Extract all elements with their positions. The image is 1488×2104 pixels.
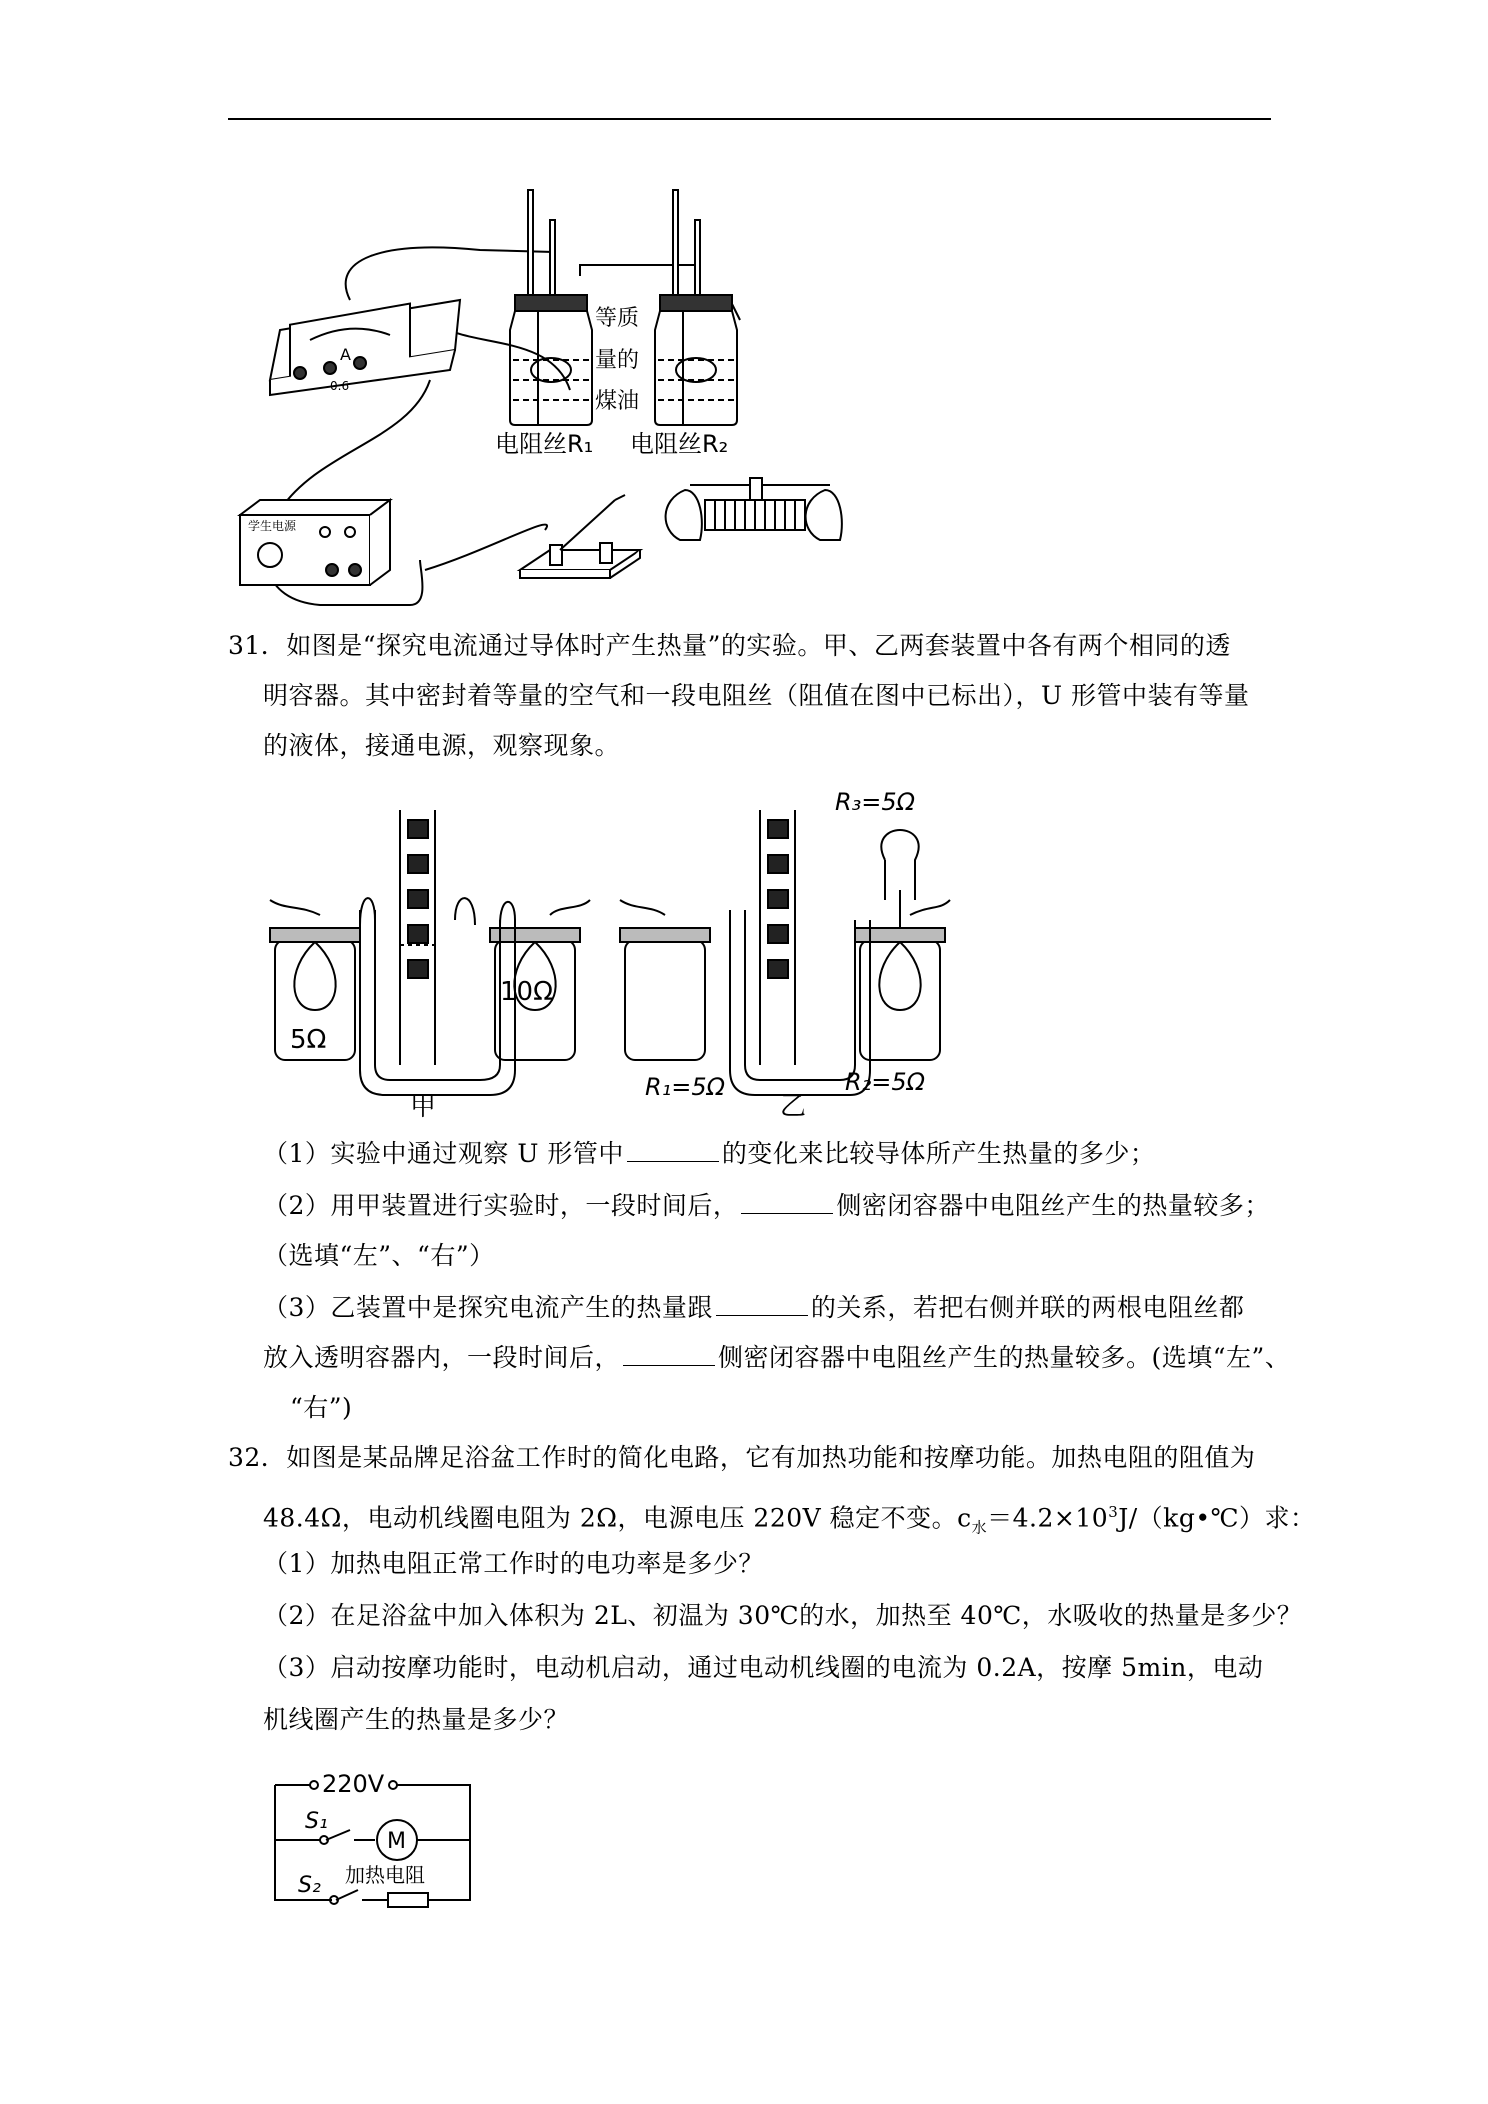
apparatus-figure (248, 180, 880, 610)
ammeter (270, 300, 460, 395)
q32-line1: 32．如图是某品牌足浴盆工作时的简化电路，它有加热功能和按摩功能。加热电阻的阻值为 (228, 1443, 1256, 1472)
heater-label: 加热电阻 (345, 1863, 425, 1887)
voltage-label: 220V (322, 1770, 385, 1798)
rheostat (666, 478, 842, 540)
setup-yi (620, 810, 950, 1095)
r2-label-2: R₂=5Ω (845, 1068, 926, 1096)
r1-label-2: R₁=5Ω (645, 1073, 726, 1101)
q31-sub3-line3: “右”) (290, 1393, 353, 1422)
q31-sub3-line2: 放入透明容器内，一段时间后， 侧密闭容器中电阻丝产生的热量较多。(选填“左”、 (263, 1343, 1291, 1372)
right-res-label: 10Ω (500, 977, 553, 1007)
bottle-left (510, 190, 592, 425)
r1-label: 电阻丝R₁ (495, 430, 594, 458)
jia-label: 甲 (410, 1092, 437, 1122)
answer-blank-3[interactable] (716, 1293, 808, 1316)
u-tube-figure (260, 780, 960, 1120)
bottle-right (655, 190, 737, 425)
header-rule (228, 118, 1271, 120)
ammeter-label: A (340, 345, 351, 364)
q31-line3: 的液体，接通电源，观察现象。 (263, 731, 621, 760)
power-label: 学生电源 (248, 519, 297, 533)
q32-sub3: （3）启动按摩功能时，电动机启动，通过电动机线圈的电流为 0.2A，按摩 5min，电动 (263, 1653, 1264, 1682)
q31-line2: 明容器。其中密封着等量的空气和一段电阻丝（阻值在图中已标出），U 形管中装有等量 (263, 681, 1250, 710)
q31-sub1: （1）实验中通过观察 U 形管中 的变化来比较导体所产生热量的多少； (263, 1139, 1156, 1168)
q31-line1: 31．如图是“探究电流通过导体时产生热量”的实验。甲、乙两套装置中各有两个相同的透 (228, 631, 1231, 660)
oil-label-2: 量的 (595, 348, 640, 373)
q32-sub1: （1）加热电阻正常工作时的电功率是多少？ (263, 1549, 764, 1578)
r3-label: R₃=5Ω (835, 788, 916, 816)
knife-switch (520, 495, 640, 578)
q31-sub2: （2）用甲装置进行实验时，一段时间后， 侧密闭容器中电阻丝产生的热量较多； (263, 1191, 1270, 1220)
left-res-label: 5Ω (290, 1025, 327, 1055)
answer-blank-1[interactable] (627, 1139, 719, 1162)
oil-label-3: 煤油 (595, 389, 640, 414)
yi-label: 乙 (780, 1092, 807, 1122)
q32-sub2: （2）在足浴盆中加入体积为 2L、初温为 30℃的水，加热至 40℃，水吸收的热量是多少？ (263, 1601, 1303, 1630)
power-supply (240, 500, 390, 585)
answer-blank-4[interactable] (623, 1343, 715, 1366)
q31-sub3: （3）乙装置中是探究电流产生的热量跟 的关系，若把右侧并联的两根电阻丝都 (263, 1293, 1245, 1322)
oil-label-1: 等质 (595, 306, 640, 331)
q31-sub2-hint: （选填“左”、“右”） (263, 1241, 495, 1270)
r2-label: 电阻丝R₂ (630, 430, 729, 458)
answer-blank-2[interactable] (741, 1191, 833, 1214)
circuit-figure (260, 1760, 500, 1920)
ammeter-range: 0.6 (330, 379, 350, 393)
q32-sub3-line2: 机线圈产生的热量是多少？ (263, 1705, 570, 1734)
s2-label: S₂ (298, 1873, 321, 1898)
s1-label: S₁ (305, 1809, 328, 1834)
q32-line2: 48.4Ω，电动机线圈电阻为 2Ω，电源电压 220V 稳定不变。$c_水=4.2\times 10^3J/(kg•℃)$求： (263, 1503, 1316, 1537)
motor-label: M (387, 1829, 406, 1854)
